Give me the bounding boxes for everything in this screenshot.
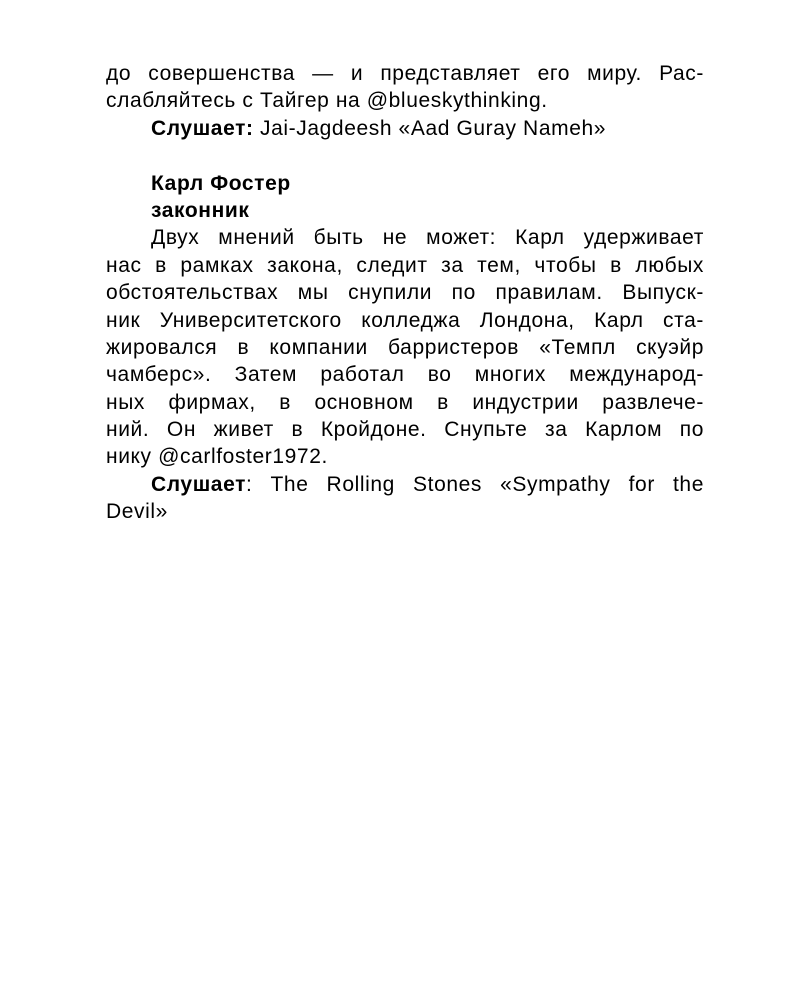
book-page xyxy=(106,60,704,526)
section-gap xyxy=(106,142,704,169)
text-line: нику @carlfoster1972. xyxy=(106,445,328,469)
listens-value-continuation: Devil» xyxy=(106,500,168,524)
text-line: ных фирмах, в основном в индустрии развлече- xyxy=(106,390,704,414)
person-role: законник xyxy=(151,198,250,222)
listens-line xyxy=(106,115,704,142)
text-line: ник Университетского колледжа Лондона, Карл ста- xyxy=(106,308,704,332)
listens-value: Jai-Jagdeesh «Aad Guray Nameh» xyxy=(253,116,607,140)
text-line: Двух мнений быть не может: Карл удерживает xyxy=(151,226,704,250)
text-line: чамберс». Затем работал во многих международ- xyxy=(106,363,704,387)
listens-label: Слушает xyxy=(151,472,246,496)
text-line: ний. Он живет в Кройдоне. Снупьте за Карлом по xyxy=(106,418,704,442)
listens-value: : The Rolling Stones «Sympathy for the xyxy=(245,472,704,496)
text-line: слабляйтесь с Тайгер на @blueskythinking. xyxy=(106,89,548,113)
text-line: обстоятельствах мы снупили по правилам. Выпуск- xyxy=(106,281,704,305)
person-name: Карл Фостер xyxy=(151,171,291,195)
text-line: нас в рамках закона, следит за тем, чтобы в любых xyxy=(106,253,704,277)
text-line: жировался в компании барристеров «Темпл скуэйр xyxy=(106,335,704,359)
listens-label: Слушает: xyxy=(151,116,254,140)
text-line: до совершенства — и представляет его миру. Рас- xyxy=(106,62,704,85)
listens-line xyxy=(106,471,704,498)
